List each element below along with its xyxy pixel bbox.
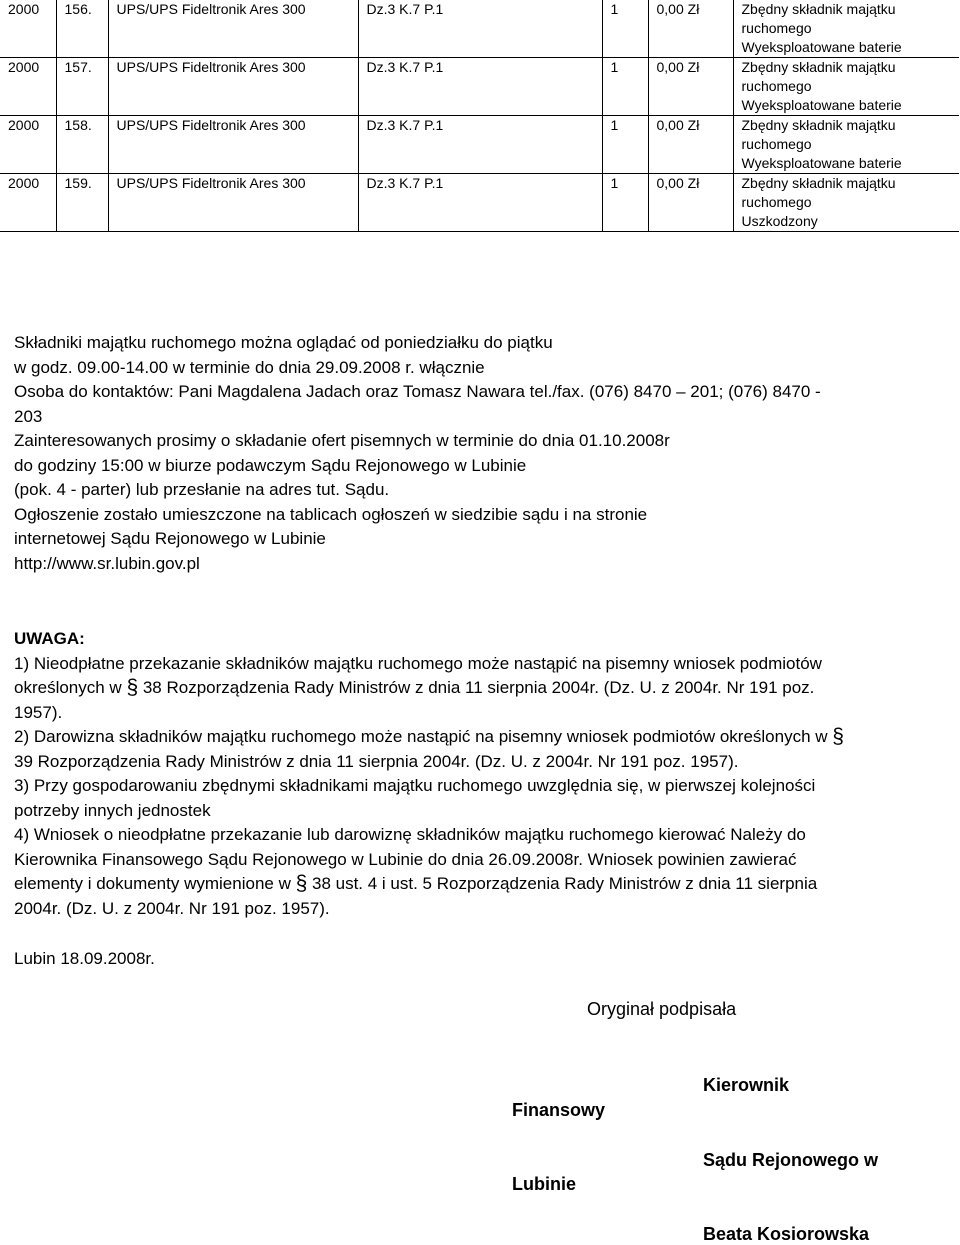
notice-line: Kierownika Finansowego Sądu Rejonowego w Lubinie do dnia 26.09.2008r. Wniosek powinien zawierać [14, 849, 797, 869]
value-cell: 0,00 Zł [648, 58, 733, 116]
signatory-title-line: Kierownik [703, 1075, 790, 1095]
signatory-name: Beata Kosiorowska [703, 1224, 870, 1244]
item-name-cell: UPS/UPS Fideltronik Ares 300 [108, 58, 358, 116]
table-row [0, 58, 959, 116]
notice-line: 2004r. (Dz. U. z 2004r. Nr 191 poz. 1957). [14, 898, 330, 918]
year-cell: 2000 [0, 116, 56, 174]
description-line: Zbędny składnik majątku [741, 175, 896, 191]
notice-block [14, 627, 944, 921]
number-cell: 159. [56, 174, 108, 232]
description-line: Zbędny składnik majątku [741, 1, 896, 17]
info-line: Składniki majątku ruchomego można oglądać od poniedziałku do piątku [14, 333, 553, 352]
notice-text: 38 Rozporządzenia Rady Ministrów z dnia 11 sierpnia 2004r. (Dz. U. z 2004r. Nr 191 poz. [138, 678, 815, 697]
place-and-date: Lubin 18.09.2008r. [14, 949, 155, 968]
table-row [0, 0, 959, 58]
value-cell: 0,00 Zł [648, 0, 733, 58]
notice-line: 4) Wniosek o nieodpłatne przekazanie lub darowiznę składników majątku ruchomego kierować Należy do [14, 825, 806, 844]
notice-line [14, 676, 944, 701]
year-cell: 2000 [0, 174, 56, 232]
info-line: 203 [14, 406, 43, 426]
item-name-cell: UPS/UPS Fideltronik Ares 300 [108, 116, 358, 174]
description-line: Zbędny składnik majątku [741, 117, 896, 133]
year-cell: 2000 [0, 58, 56, 116]
notice-line: 1) Nieodpłatne przekazanie składników majątku ruchomego może nastąpić na pisemny wniosek podmiotów [14, 653, 822, 673]
quantity-cell: 1 [602, 174, 648, 232]
signed-note: Oryginał podpisała [587, 999, 737, 1019]
notice-text: określonych w [14, 678, 127, 697]
info-line: (pok. 4 - parter) lub przesłanie na adres tut. Sądu. [14, 480, 390, 499]
table-row [0, 174, 959, 232]
notice-line: potrzeby innych jednostek [14, 800, 211, 820]
notice-line: 39 Rozporządzenia Rady Ministrów z dnia 11 sierpnia 2004r. (Dz. U. z 2004r. Nr 191 poz. 1957). [14, 751, 739, 771]
section-sign: § [295, 872, 308, 895]
description-line: ruchomego [741, 20, 812, 36]
description-line: ruchomego [741, 194, 812, 210]
description-cell [733, 174, 959, 232]
description-line: Zbędny składnik majątku [741, 59, 896, 75]
info-line: w godz. 09.00-14.00 w terminie do dnia 29.09.2008 r. włącznie [14, 357, 485, 377]
value-cell: 0,00 Zł [648, 174, 733, 232]
item-name-cell: UPS/UPS Fideltronik Ares 300 [108, 174, 358, 232]
reference-cell: Dz.3 K.7 P.1 [358, 58, 602, 116]
reference-cell: Dz.3 K.7 P.1 [358, 116, 602, 174]
reference-cell: Dz.3 K.7 P.1 [358, 174, 602, 232]
description-line: ruchomego [741, 136, 812, 152]
reference-cell: Dz.3 K.7 P.1 [358, 0, 602, 58]
item-name-cell: UPS/UPS Fideltronik Ares 300 [108, 0, 358, 58]
description-cell [733, 0, 959, 58]
notice-heading: UWAGA: [14, 629, 85, 648]
table-row [0, 116, 959, 174]
quantity-cell: 1 [602, 116, 648, 174]
info-line: Zainteresowanych prosimy o składanie ofert pisemnych w terminie do dnia 01.10.2008r [14, 431, 670, 450]
notice-line [14, 725, 944, 750]
description-line: Wyeksploatowane baterie [741, 155, 902, 171]
signatory-title-line: Lubinie [512, 1174, 576, 1194]
section-sign: § [126, 676, 139, 699]
number-cell: 158. [56, 116, 108, 174]
quantity-cell: 1 [602, 58, 648, 116]
notice-text: 2) Darowizna składników majątku ruchomego może nastąpić na pisemny wniosek podmiotów określonych w [14, 727, 833, 746]
signatory-title-line: Finansowy [512, 1100, 606, 1120]
notice-text: 38 ust. 4 i ust. 5 Rozporządzenia Rady Ministrów z dnia 11 sierpnia [307, 874, 818, 893]
description-line: Uszkodzony [741, 213, 818, 229]
section-sign: § [832, 725, 844, 748]
value-cell: 0,00 Zł [648, 116, 733, 174]
description-cell [733, 58, 959, 116]
description-line: Wyeksploatowane baterie [741, 39, 902, 55]
info-line: Osoba do kontaktów: Pani Magdalena Jadach oraz Tomasz Nawara tel./fax. (076) 8470 – 201; (076) 8470 - [14, 382, 821, 401]
notice-line [14, 872, 944, 897]
viewing-info-block [14, 331, 944, 576]
info-line: internetowej Sądu Rejonowego w Lubinie [14, 529, 326, 548]
number-cell: 156. [56, 0, 108, 58]
info-line: Ogłoszenie zostało umieszczone na tablicach ogłoszeń w siedzibie sądu i na stronie [14, 504, 648, 524]
description-line: Wyeksploatowane baterie [741, 97, 902, 113]
notice-text: elementy i dokumenty wymienione w [14, 874, 296, 893]
description-cell [733, 116, 959, 174]
asset-table [0, 0, 959, 232]
court-website-url: http://www.sr.lubin.gov.pl [14, 553, 200, 573]
info-line: do godziny 15:00 w biurze podawczym Sądu Rejonowego w Lubinie [14, 455, 527, 475]
notice-line: 3) Przy gospodarowaniu zbędnymi składnikami majątku ruchomego uwzględnia się, w pierwszej kolejności [14, 776, 816, 795]
quantity-cell: 1 [602, 0, 648, 58]
number-cell: 157. [56, 58, 108, 116]
year-cell: 2000 [0, 0, 56, 58]
description-line: ruchomego [741, 78, 812, 94]
signatory-title-line: Sądu Rejonowego w [703, 1150, 879, 1170]
notice-line: 1957). [14, 702, 63, 722]
